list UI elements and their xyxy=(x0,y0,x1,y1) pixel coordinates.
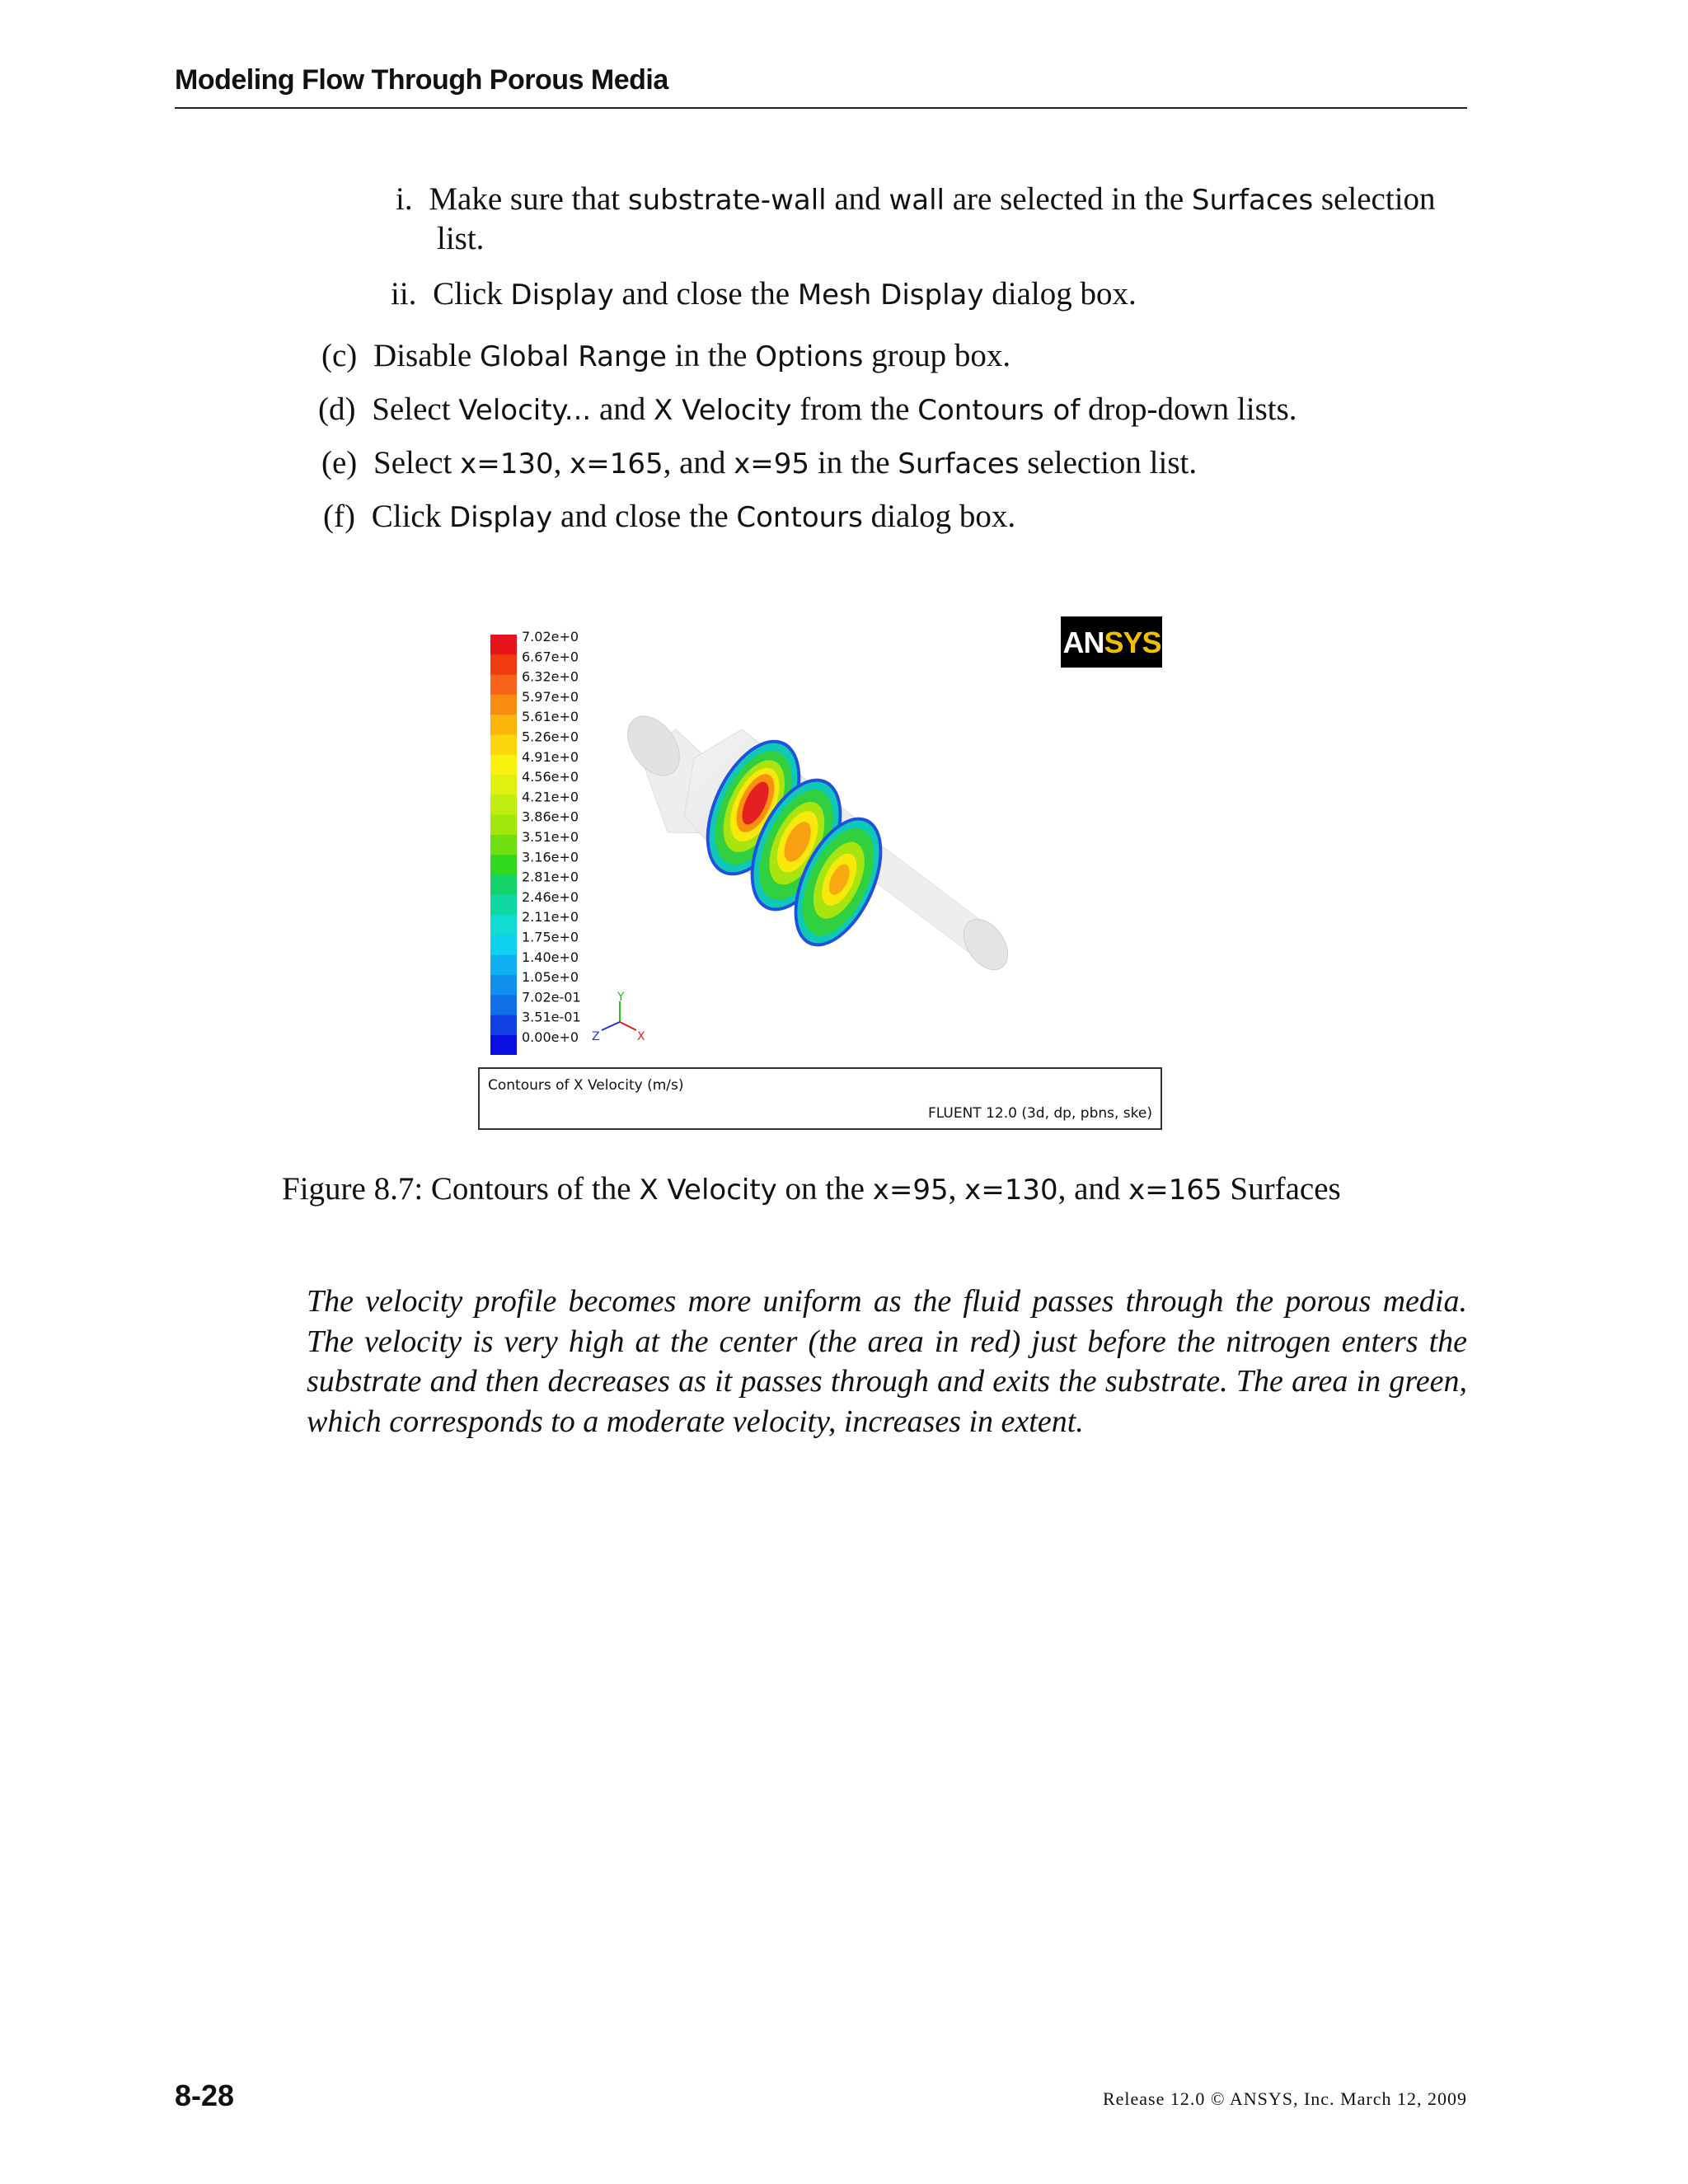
step-d-text1: Select xyxy=(372,391,459,427)
kw-display-2: Display xyxy=(448,501,553,534)
legend-label: 2.81e+0 xyxy=(522,869,579,885)
step-c-text3: group box. xyxy=(863,338,1011,373)
figure-info-solver: FLUENT 12.0 (3d, dp, pbns, ske) xyxy=(928,1105,1152,1122)
legend-label: 5.61e+0 xyxy=(522,709,579,725)
legend-label: 1.05e+0 xyxy=(522,969,579,986)
step-c xyxy=(321,336,1010,377)
caption-kw-x-velocity: X Velocity xyxy=(639,1174,777,1207)
step-d-text2: and xyxy=(591,391,654,427)
kw-global-range: Global Range xyxy=(479,340,667,373)
legend-label: 5.26e+0 xyxy=(522,729,579,745)
caption-text5: Surfaces xyxy=(1221,1171,1341,1207)
step-ii-text2: and close the xyxy=(613,276,798,312)
legend-swatch xyxy=(490,675,517,696)
kw-x95: x=95 xyxy=(734,448,810,480)
step-i-text3: are selected in the xyxy=(944,181,1192,217)
step-e-text2: , xyxy=(553,445,570,480)
step-i-text4: selection xyxy=(1313,181,1436,217)
legend-swatch xyxy=(490,855,517,875)
step-ii-text3: dialog box. xyxy=(983,276,1137,312)
legend-label: 2.11e+0 xyxy=(522,909,579,926)
step-f-label: (f) xyxy=(323,499,355,534)
step-f-text2: and close the xyxy=(552,499,737,534)
kw-x165: x=165 xyxy=(570,448,663,480)
caption-kw-x165: x=165 xyxy=(1128,1174,1222,1207)
release-note: Release 12.0 © ANSYS, Inc. March 12, 2009 xyxy=(1102,2088,1467,2109)
step-d-text3: from the xyxy=(791,391,918,427)
page-number: 8-28 xyxy=(175,2079,235,2112)
step-e-text5: selection list. xyxy=(1019,445,1198,480)
legend-label: 4.21e+0 xyxy=(522,789,579,805)
step-e-text1: Select xyxy=(373,445,461,480)
step-i-text1: Make sure that xyxy=(429,181,628,217)
caption-kw-x95: x=95 xyxy=(872,1174,949,1207)
figure-caption xyxy=(282,1170,1341,1207)
kw-contours: Contours xyxy=(736,501,863,534)
kw-substrate-wall: substrate-wall xyxy=(627,184,827,217)
figure-8-7 xyxy=(478,610,1162,1129)
legend-label: 7.02e+0 xyxy=(522,629,579,644)
axis-x-label: X xyxy=(637,1030,645,1043)
legend-swatch xyxy=(490,735,517,756)
ansys-logo xyxy=(1061,616,1162,668)
caption-text2: on the xyxy=(776,1171,873,1207)
step-d-label: (d) xyxy=(318,391,356,427)
axis-z-label: Z xyxy=(592,1030,600,1043)
step-f xyxy=(323,497,1015,537)
legend-swatch xyxy=(490,695,517,715)
step-c-text2: in the xyxy=(666,338,756,373)
legend-label: 1.75e+0 xyxy=(522,929,579,945)
legend-label: 5.97e+0 xyxy=(522,688,579,705)
caption-kw-x130: x=130 xyxy=(964,1174,1058,1207)
figure-info-box xyxy=(478,1067,1162,1130)
kw-velocity: Velocity... xyxy=(458,394,592,427)
legend-label: 4.56e+0 xyxy=(522,769,579,785)
caption-text4: , and xyxy=(1057,1171,1129,1207)
legend-label: 0.00e+0 xyxy=(522,1029,579,1045)
legend-label: 1.40e+0 xyxy=(522,949,579,965)
legend-label: 6.32e+0 xyxy=(522,668,579,685)
step-i-text2: and xyxy=(826,181,889,217)
step-ii-text1: Click xyxy=(433,276,511,312)
legend-swatch xyxy=(490,654,517,675)
legend-swatch xyxy=(490,715,517,735)
axis-y-label: Y xyxy=(617,991,625,1004)
legend-label: 7.02e-01 xyxy=(522,989,581,1005)
step-i-label: i. xyxy=(396,181,413,217)
step-ii xyxy=(391,274,1137,315)
kw-surfaces: Surfaces xyxy=(1191,184,1314,217)
caption-text1: Figure 8.7: Contours of the xyxy=(282,1171,640,1207)
legend-swatch xyxy=(490,815,517,836)
header-rule xyxy=(175,107,1467,109)
kw-x130: x=130 xyxy=(460,448,554,480)
legend-label: 3.86e+0 xyxy=(522,808,579,825)
step-f-text1: Click xyxy=(371,499,449,534)
step-e xyxy=(321,443,1197,484)
contour-plot xyxy=(478,610,1162,1055)
step-e-text4: in the xyxy=(809,445,898,480)
legend-label: 3.51e+0 xyxy=(522,829,579,845)
legend-swatch xyxy=(490,835,517,855)
kw-surfaces-2: Surfaces xyxy=(898,448,1020,480)
step-d-text4: drop-down lists. xyxy=(1080,391,1297,427)
kw-options: Options xyxy=(755,340,864,373)
step-c-label: (c) xyxy=(321,338,358,373)
figure-info-title: Contours of X Velocity (m/s) xyxy=(488,1077,684,1094)
kw-contours-of: Contours of xyxy=(917,394,1081,427)
kw-display: Display xyxy=(510,279,614,312)
kw-x-velocity: X Velocity xyxy=(654,394,792,427)
legend-swatch xyxy=(490,794,517,815)
legend-label: 3.51e-01 xyxy=(522,1009,581,1025)
step-e-label: (e) xyxy=(321,445,358,480)
kw-mesh-display: Mesh Display xyxy=(797,279,984,312)
step-f-text3: dialog box. xyxy=(862,499,1016,534)
legend-swatch xyxy=(490,755,517,776)
step-e-text3: , and xyxy=(663,445,734,480)
legend-swatch xyxy=(490,775,517,795)
step-i xyxy=(396,180,1436,220)
kw-wall: wall xyxy=(889,184,945,217)
step-d xyxy=(318,390,1297,430)
step-c-text1: Disable xyxy=(373,338,480,373)
ansys-logo-text: ANSYS xyxy=(1062,626,1161,659)
caption-text3: , xyxy=(948,1171,965,1207)
step-ii-label: ii. xyxy=(391,276,417,312)
step-i-continuation: list. xyxy=(437,221,485,256)
running-header: Modeling Flow Through Porous Media xyxy=(175,64,668,96)
legend-label: 6.67e+0 xyxy=(522,649,579,665)
legend-label: 4.91e+0 xyxy=(522,748,579,765)
explanation-paragraph: The velocity profile becomes more uniform as the fluid passes through the porous media. The velocity is very high at the center (the area in red) just before the nitrogen enters the substrate and then decreases as it passes through and exits the substrate. The area in green, which corresponds to a moderate velocity, increases in extent. xyxy=(307,1284,1467,1439)
legend-swatch xyxy=(490,635,517,655)
legend-label: 2.46e+0 xyxy=(522,888,579,905)
legend-label: 3.16e+0 xyxy=(522,849,579,865)
